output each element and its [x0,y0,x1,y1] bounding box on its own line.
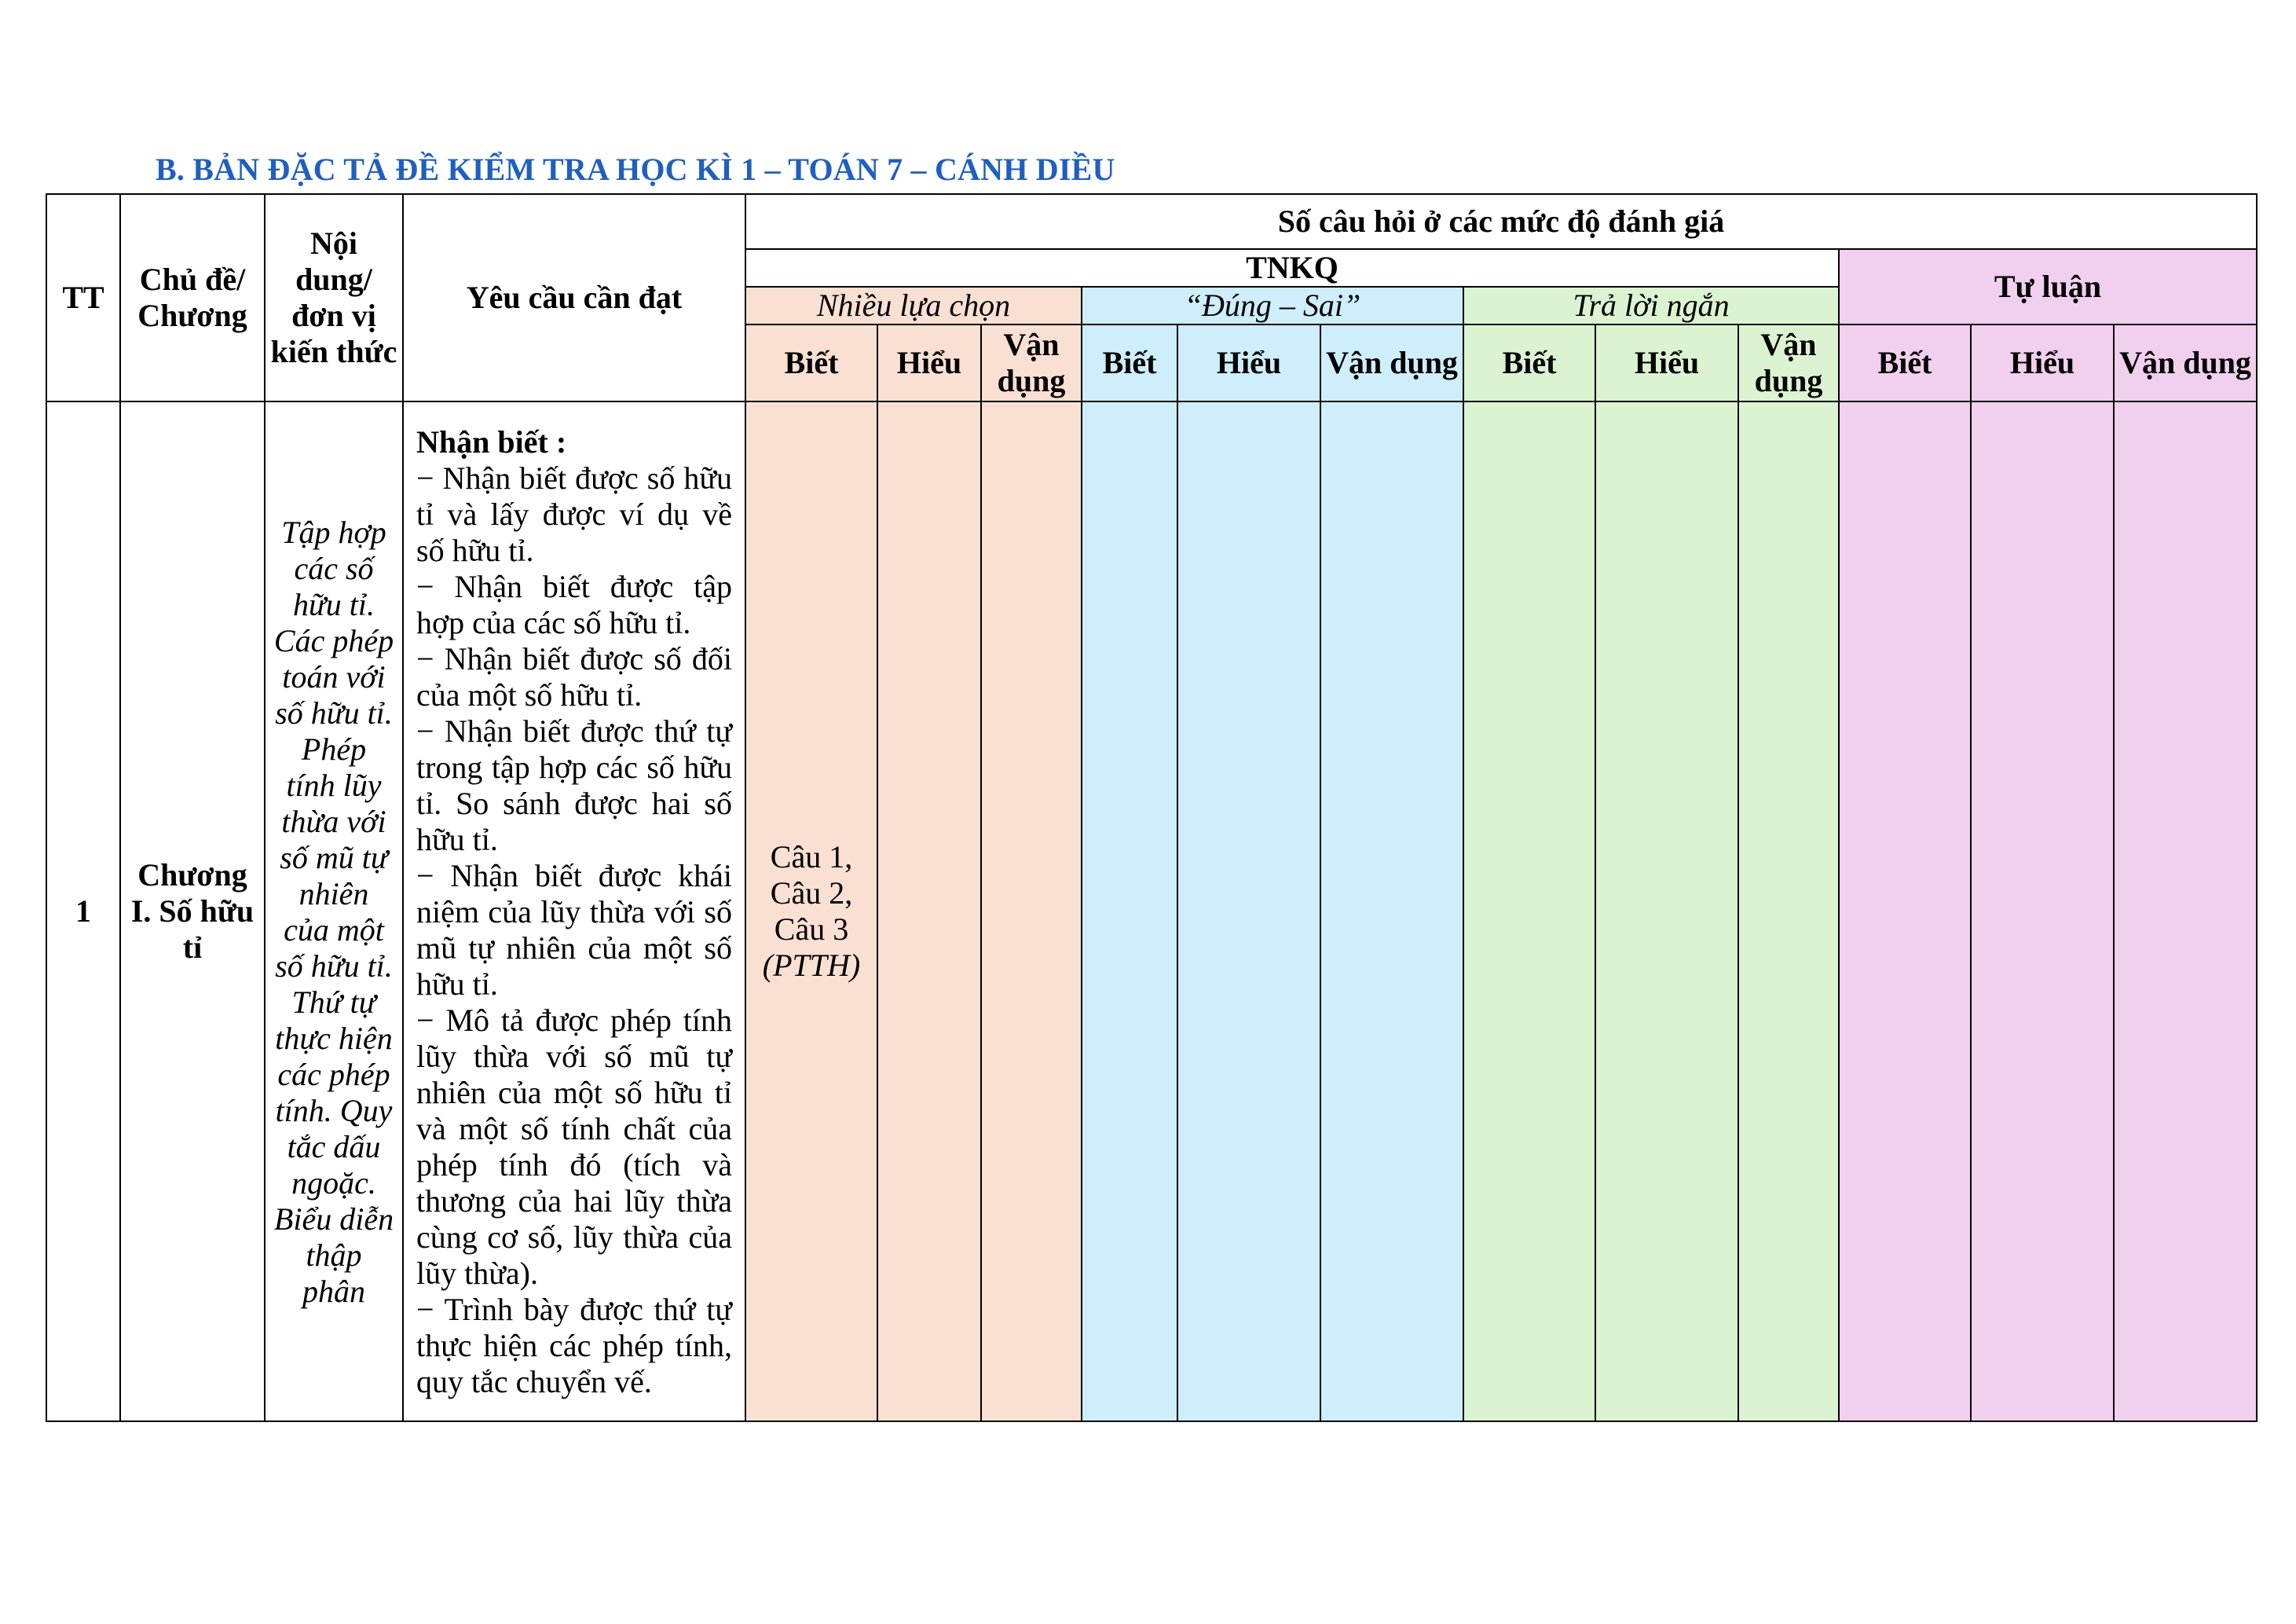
question-note: (PTTH) [762,948,861,983]
cell-sa-understand [1595,401,1738,1421]
cell-tf-understand [1177,401,1320,1421]
requirement-heading: Nhận biết : [416,424,567,460]
cell-mc-know [745,401,877,1421]
specification-table [46,193,2258,1422]
question-ref: Câu 3 [774,911,849,947]
header-tnkq: TNKQ [745,249,1839,287]
cell-tf-apply [1320,401,1463,1421]
question-ref: Câu 1, [770,839,853,874]
level-essay-know: Biết [1839,324,1971,401]
document-title: B. BẢN ĐẶC TẢ ĐỀ KIỂM TRA HỌC KÌ 1 – TOÁN 7 – CÁNH DIỀU [156,152,1115,187]
header-true-false: “Đúng – Sai” [1082,287,1463,324]
cell-essay-understand [1971,401,2114,1421]
level-mc-know: Biết [745,324,877,401]
header-requirement: Yêu cầu cần đạt [403,194,745,401]
requirement-item: − Nhận biết được số hữu tỉ và lấy được ví dụ về số hữu tỉ. [416,460,732,568]
cell-sa-apply [1738,401,1839,1421]
requirement-item: − Nhận biết được số đối của một số hữu tỉ. [416,641,732,713]
level-mc-apply: Vận dụng [981,324,1082,401]
table-row [46,401,2257,1421]
cell-essay-apply [2114,401,2257,1421]
level-tf-understand: Hiểu [1177,324,1320,401]
row-chapter: Chương I. Số hữu tỉ [120,401,265,1421]
requirement-item: − Trình bày được thứ tự thực hiện các phép tính, quy tắc chuyển vế. [416,1292,732,1399]
header-multiple-choice: Nhiều lựa chọn [745,287,1082,324]
level-tf-apply: Vận dụng [1320,324,1463,401]
cell-mc-understand [877,401,981,1421]
level-mc-understand: Hiểu [877,324,981,401]
question-ref: Câu 2, [770,875,853,911]
requirement-item: − Nhận biết được khái niệm của lũy thừa với số mũ tự nhiên của một số hữu tỉ. [416,858,732,1002]
header-content: Nội dung/ đơn vị kiến thức [265,194,403,401]
level-sa-know: Biết [1463,324,1595,401]
cell-tf-know [1082,401,1177,1421]
cell-mc-apply [981,401,1082,1421]
header-essay: Tự luận [1839,249,2257,324]
level-essay-apply: Vận dụng [2114,324,2257,401]
level-sa-understand: Hiểu [1595,324,1738,401]
level-tf-know: Biết [1082,324,1177,401]
header-chapter: Chủ đề/ Chương [120,194,265,401]
requirement-item: − Nhận biết được thứ tự trong tập hợp các số hữu tỉ. So sánh được hai số hữu tỉ. [416,713,732,857]
requirement-item: − Mô tả được phép tính lũy thừa với số mũ tự nhiên của một số hữu tỉ và một số tính chất của phép tính đó (tích và thương của hai lũy thừa cùng cơ số, lũy thừa của lũy thừa). [416,1003,732,1291]
row-tt: 1 [46,401,120,1421]
cell-essay-know [1839,401,1971,1421]
header-levels-group: Số câu hỏi ở các mức độ đánh giá [745,194,2257,249]
row-requirements [403,401,745,1421]
cell-sa-know [1463,401,1595,1421]
level-essay-understand: Hiểu [1971,324,2114,401]
requirement-item: − Nhận biết được tập hợp của các số hữu tỉ. [416,569,732,640]
header-short-answer: Trả lời ngắn [1463,287,1839,324]
header-tt: TT [46,194,120,401]
row-content: Tập hợp các số hữu tỉ. Các phép toán với số hữu tỉ. Phép tính lũy thừa với số mũ tự nhiên của một số hữu tỉ. Thứ tự thực hiện các phép tính. Quy tắc dấu ngoặc. Biểu diễn thập phân [265,401,403,1421]
level-sa-apply: Vận dụng [1738,324,1839,401]
